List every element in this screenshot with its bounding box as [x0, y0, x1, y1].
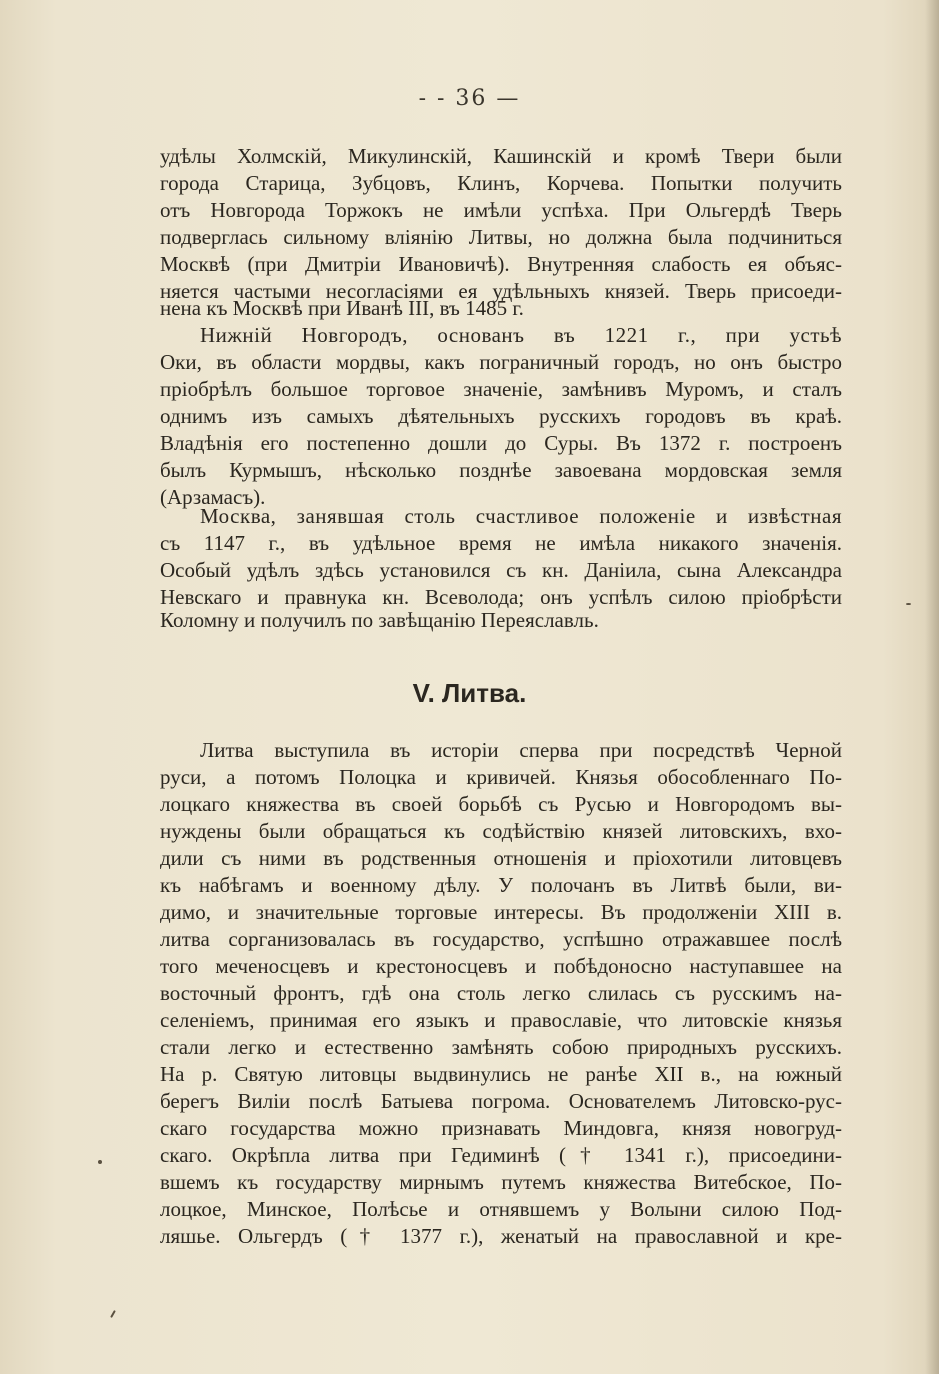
- text-line: лоцкаго княжества въ своей борьбѣ съ Русью и Новгородомъ вы-: [160, 792, 842, 816]
- text-line: руси, а потомъ Полоцка и кривичей. Князья обособленнаго По-: [160, 765, 842, 789]
- text-line: Особый удѣлъ здѣсь установился съ кн. Даніила, сына Александра: [160, 558, 842, 582]
- scan-speck: [98, 1160, 102, 1164]
- text-line: стали легко и естественно замѣнять собою природныхъ русскихъ.: [160, 1035, 842, 1059]
- text-line: Москва, занявшая столь счастливое положеніе и извѣстная: [200, 504, 842, 528]
- text-line: вшемъ къ государству мирнымъ путемъ княжества Витебское, По-: [160, 1170, 842, 1194]
- scan-speck: [906, 603, 911, 605]
- text-line: ляшье. Ольгердъ († 1377 г.), женатый на православной и кре-: [160, 1224, 842, 1248]
- text-line: Москвѣ (при Дмитріи Ивановичѣ). Внутренняя слабость ея объяс-: [160, 252, 842, 276]
- text-line: нуждены были обращаться къ содѣйствію князей литовскихъ, вхо-: [160, 819, 842, 843]
- scan-speck: [110, 1310, 116, 1318]
- page-number: - - 36 —: [418, 86, 521, 111]
- text-line: города Старица, Зубцовъ, Клинъ, Корчева. Попытки получить: [160, 171, 842, 195]
- text-line: скаго государства можно признавать Миндовга, князя новогруд-: [160, 1116, 842, 1140]
- text-line: Невскаго и правнука кн. Всеволода; онъ успѣлъ силою пріобрѣсти: [160, 585, 842, 609]
- text-line: былъ Курмышъ, нѣсколько позднѣе завоевана мордовская земля: [160, 458, 842, 482]
- text-line: Коломну и получилъ по завѣщанію Переяславль.: [160, 608, 599, 632]
- text-line: восточный фронтъ, гдѣ она столь легко слилась съ русскимъ на-: [160, 981, 842, 1005]
- text-line: Литва выступила въ исторіи сперва при посредствѣ Черной: [200, 738, 842, 762]
- text-line: селеніемъ, принимая его языкъ и православіе, что литовскіе князья: [160, 1008, 842, 1032]
- text-line: (Арзамасъ).: [160, 485, 266, 509]
- text-line: Владѣнія его постепенно дошли до Суры. Въ 1372 г. построенъ: [160, 431, 842, 455]
- text-line: подверглась сильному вліянію Литвы, но должна была подчиниться: [160, 225, 842, 249]
- text-line: литва сорганизовалась въ государство, успѣшно отражавшее послѣ: [160, 927, 842, 951]
- text-line: скаго. Окрѣпла литва при Гедиминѣ († 1341 г.), присоедини-: [160, 1143, 842, 1167]
- text-line: къ набѣгамъ и военному дѣлу. У полочанъ въ Литвѣ были, ви-: [160, 873, 842, 897]
- text-line: няется частыми несогласіями ея удѣльныхъ князей. Тверь присоеди-: [160, 279, 842, 303]
- text-line: На р. Святую литовцы выдвинулись не ранѣе XII в., на южный: [160, 1062, 842, 1086]
- text-line: лоцкое, Минское, Полѣсье и отнявшемъ у Волыни силою Под-: [160, 1197, 842, 1221]
- text-line: дили съ ними въ родственныя отношенія и пріохотили литовцевъ: [160, 846, 842, 870]
- text-line: удѣлы Холмскій, Микулинскій, Кашинскій и кромѣ Твери были: [160, 144, 842, 168]
- text-line: съ 1147 г., въ удѣльное время не имѣла никакого значенія.: [160, 531, 842, 555]
- text-line: берегъ Виліи послѣ Батыева погрома. Основателемъ Литовско-рус-: [160, 1089, 842, 1113]
- section-heading: V. Литва.: [412, 678, 527, 708]
- text-line: того меченосцевъ и крестоносцевъ и побѣдоносно наступавшее на: [160, 954, 842, 978]
- text-line: отъ Новгорода Торжокъ не имѣли успѣха. При Ольгердѣ Тверь: [160, 198, 842, 222]
- text-line: димо, и значительные торговые интересы. Въ продолженіи XIII в.: [160, 900, 842, 924]
- text-line: Оки, въ области мордвы, какъ пограничный городъ, но онъ быстро: [160, 350, 842, 374]
- text-line: однимъ изъ самыхъ дѣятельныхъ русскихъ городовъ въ краѣ.: [160, 404, 842, 428]
- text-line: пріобрѣлъ большое торговое значеніе, замѣнивъ Муромъ, и сталъ: [160, 377, 842, 401]
- text-line: Нижній Новгородъ, основанъ въ 1221 г., при устьѣ: [200, 323, 842, 347]
- text-line: нена къ Москвѣ при Иванѣ III, въ 1485 г.: [160, 296, 524, 320]
